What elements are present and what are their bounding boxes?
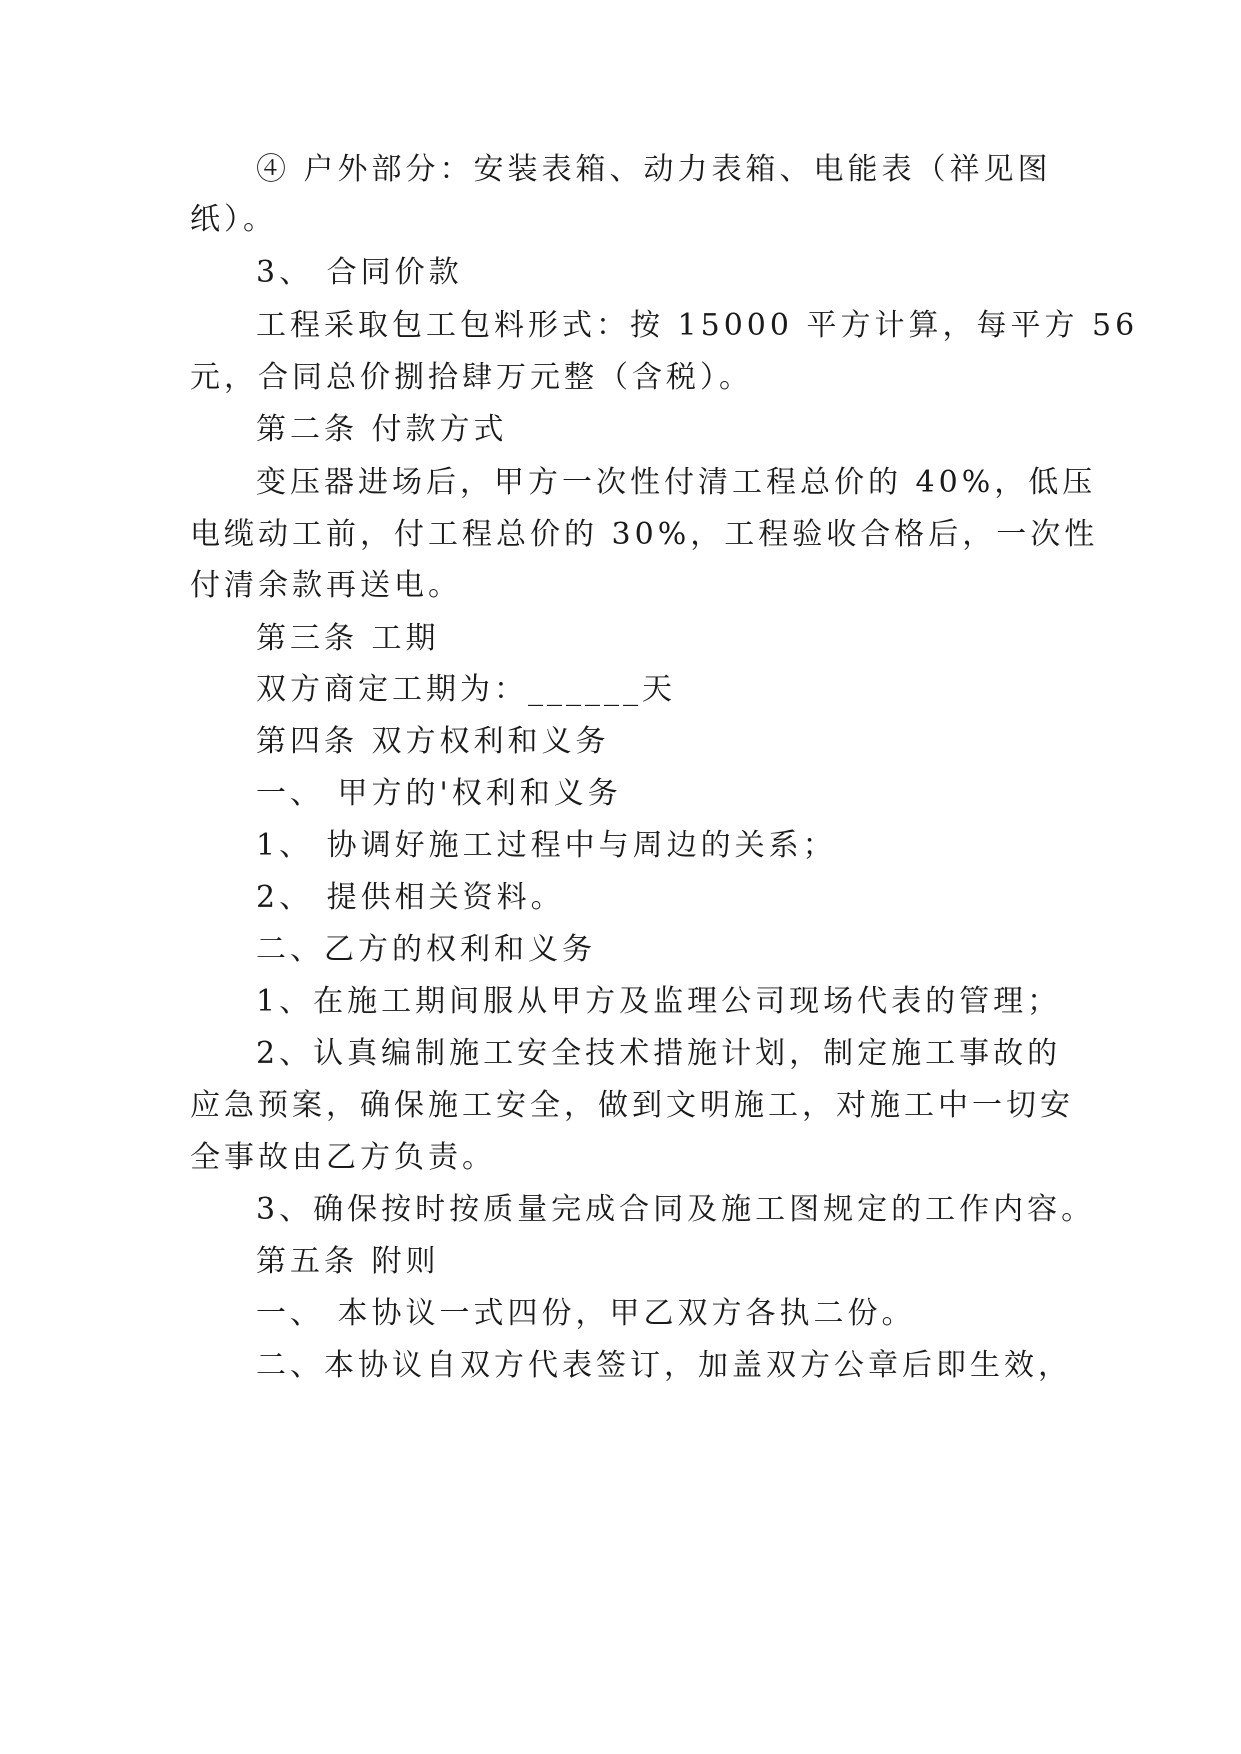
party-a-item-1: 1、 协调好施工过程中与周边的关系；: [256, 828, 837, 863]
heading-contract-price: 3、 合同价款: [256, 255, 463, 290]
paragraph-outdoor-part-cont: 纸）。: [190, 202, 277, 237]
party-a-item-2: 2、 提供相关资料。: [256, 880, 565, 915]
appendix-item-2: 二、本协议自双方代表签订，加盖双方公章后即生效，: [256, 1348, 1072, 1383]
paragraph-outdoor-part: ④ 户外部分：安装表箱、动力表箱、电能表（祥见图: [256, 152, 1052, 187]
party-b-item-2-cont-1: 应急预案，确保施工安全，做到文明施工，对施工中一切安: [190, 1088, 1074, 1123]
paragraph-payment-cont-2: 付清余款再送电。: [190, 568, 462, 603]
paragraph-price-terms-cont: 元，合同总价捌拾肆万元整（含税）。: [190, 360, 753, 395]
article-4-heading: 第四条 双方权利和义务: [256, 724, 610, 759]
article-2-heading: 第二条 付款方式: [256, 412, 508, 447]
party-b-item-2: 2、认真编制施工安全技术措施计划，制定施工事故的: [256, 1036, 1062, 1071]
paragraph-payment: 变压器进场后，甲方一次性付清工程总价的 40%，低压: [256, 465, 1097, 500]
party-b-item-2-cont-2: 全事故由乙方负责。: [190, 1140, 496, 1175]
article-3-heading: 第三条 工期: [256, 621, 440, 656]
section-party-a-heading: 一、 甲方的'权利和义务: [256, 776, 622, 811]
paragraph-payment-cont-1: 电缆动工前，付工程总价的 30%，工程验收合格后，一次性: [190, 517, 1099, 552]
party-b-item-3: 3、确保按时按质量完成合同及施工图规定的工作内容。: [256, 1192, 1096, 1227]
paragraph-price-terms: 工程采取包工包料形式：按 15000 平方计算，每平方 56: [256, 308, 1139, 343]
party-b-item-1: 1、在施工期间服从甲方及监理公司现场代表的管理；: [256, 984, 1062, 1019]
article-5-heading: 第五条 附则: [256, 1244, 440, 1279]
section-party-b-heading: 二、乙方的权利和义务: [256, 932, 596, 967]
paragraph-duration: 双方商定工期为：______天: [256, 672, 676, 707]
appendix-item-1: 一、 本协议一式四份，甲乙双方各执二份。: [256, 1296, 916, 1331]
